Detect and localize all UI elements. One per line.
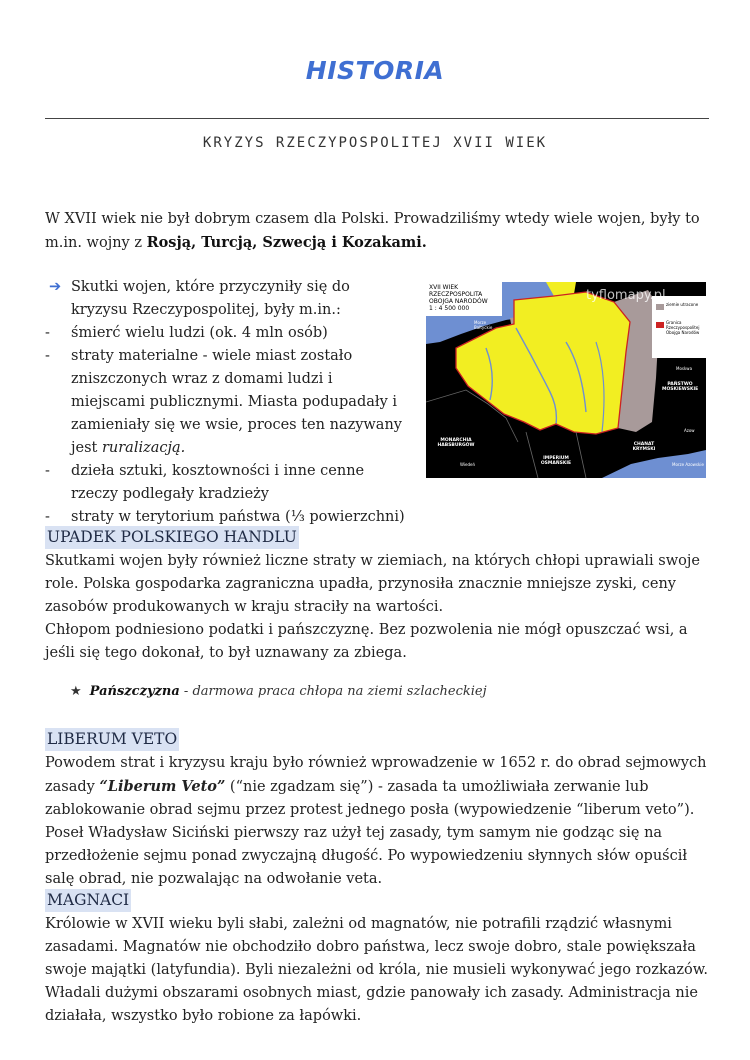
list-item bbox=[45, 322, 405, 345]
trade-section bbox=[45, 526, 715, 665]
map-label: Morze Azowskie bbox=[672, 462, 704, 467]
veto-paragraph: Powodem strat i kryzysu kraju było również wprowadzenie w 1652 r. do obrad sejmowych zasady “Liberum Veto” (“nie zgadzam się”) - zasada ta umożliwiała zerwanie lub zablokowanie obrad sejmu przez protest jednego posła (wypowiedzenie “liberum veto”). Poseł Władysław Siciński pierwszy raz użył tej zasady, tym samym nie godząc się na przedłożenie sejmu ponad zwyczajną długość. Po wypowiedzeniu słynnych słów opuścił salę obrad, nie pozwalając na odwołanie veta. bbox=[45, 755, 707, 887]
map-label: IMPERIUM OSMAŃSKIE bbox=[540, 456, 572, 466]
map-label: Wiedeń bbox=[460, 462, 475, 467]
magnates-heading: MAGNACI bbox=[45, 889, 131, 912]
map-label: Morze Bałtyckie bbox=[474, 320, 493, 330]
intro-enemies: Rosją, Turcją, Szwecją i Kozakami. bbox=[146, 234, 427, 251]
star-icon: ★ bbox=[70, 684, 82, 699]
page-title: HISTORIA bbox=[305, 56, 445, 85]
arrow-icon: ➔ bbox=[49, 279, 62, 295]
veto-term: “Liberum Veto” bbox=[99, 778, 226, 795]
list-item-text: śmierć wielu ludzi (ok. 4 mln osób) bbox=[71, 325, 328, 341]
map-label: Moskwa bbox=[676, 366, 693, 371]
magnates-paragraph: Królowie w XVII wieku byli słabi, zależni od magnatów, nie potrafili rządzić własnymi zasadami. Magnatów nie obchodziło dobro państwa, lecz swoje dobro, stale powiększała swoje majątki (latyfundia). Byli niezależni od króla, nie musieli wykonywać jego rozkazów. Władali dużymi obszarami osobnych miast, gdzie panowały ich zasady. Administracja nie działała, wszystko było robione za łapówki. bbox=[45, 916, 709, 1024]
list-item-text: straty materialne - wiele miast zostało zniszczonych wraz z domami ludzi i miejscami publicznymi. Miasta podupadały i zamieniały się we wsie, proces ten nazywany jest bbox=[71, 348, 402, 456]
note-term: Pańszczyzna bbox=[89, 684, 180, 699]
map-legend-lost: ziemie utracone bbox=[666, 302, 699, 307]
effects-list bbox=[45, 276, 405, 529]
trade-paragraph-1: Skutkami wojen były również liczne straty w ziemiach, na których chłopi uprawiali swoje role. Polska gospodarka zagraniczna upadła, przynosiła znacznie mniejsze zyski, ceny zasobów produkowanych w kraju straciły na wartości. bbox=[45, 553, 700, 615]
intro-text: W XVII wiek nie był dobrym czasem dla Polski. Prowadziliśmy wtedy wiele wojen, były to m.in. wojny z bbox=[45, 211, 700, 251]
ruralization-term: ruralizacją. bbox=[101, 440, 186, 456]
page-subtitle: KRYZYS RZECZYPOSPOLITEJ XVII WIEK bbox=[202, 135, 548, 151]
map-legend-border: Granica Rzeczypospolitej Obojga Narodów bbox=[666, 320, 700, 335]
magnates-section bbox=[45, 889, 715, 1028]
dash-bullet: - bbox=[45, 348, 50, 364]
map-label: CHANAT KRYMSKI bbox=[632, 442, 656, 452]
list-item-text: straty w terytorium państwa (⅓ powierzchni) bbox=[71, 509, 405, 525]
list-item bbox=[45, 460, 405, 506]
historical-map bbox=[426, 282, 706, 478]
dash-bullet: - bbox=[45, 463, 50, 479]
veto-section bbox=[45, 728, 715, 891]
note-definition: - darmowa praca chłopa na ziemi szlacheckiej bbox=[179, 684, 487, 699]
map-label: PAŃSTWO MOSKIEWSKIE bbox=[662, 382, 699, 392]
list-item-text: dzieła sztuki, kosztowności i inne cenne rzeczy podlegały kradzieży bbox=[71, 463, 365, 502]
trade-paragraph-2: Chłopom podniesiono podatki i pańszczyznę. Bez pozwolenia nie mógł opuszczać wsi, a jeśli się tego dokonał, to był uznawany za zbiega. bbox=[45, 622, 688, 661]
effects-intro-item bbox=[45, 276, 405, 322]
veto-heading: LIBERUM VETO bbox=[45, 728, 179, 751]
title-divider bbox=[45, 118, 709, 119]
list-item bbox=[45, 345, 405, 460]
dash-bullet: - bbox=[45, 325, 50, 341]
map-label: Azow bbox=[684, 428, 695, 433]
trade-heading: UPADEK POLSKIEGO HANDLU bbox=[45, 526, 299, 549]
map-label: MONARCHIA HABSBURGÓW bbox=[437, 438, 475, 448]
dash-bullet: - bbox=[45, 509, 50, 525]
map-title: XVII WIEK RZECZPOSPOLITA OBOJGA NARODÓW 1 : 4 500 000 bbox=[429, 284, 488, 312]
effects-intro-text: Skutki wojen, które przyczyniły się do kryzysu Rzeczypospolitej, były m.in.: bbox=[71, 279, 350, 318]
map-watermark: tyflomapy.pl bbox=[586, 288, 666, 303]
definition-note bbox=[70, 684, 487, 699]
intro-paragraph bbox=[45, 207, 705, 255]
